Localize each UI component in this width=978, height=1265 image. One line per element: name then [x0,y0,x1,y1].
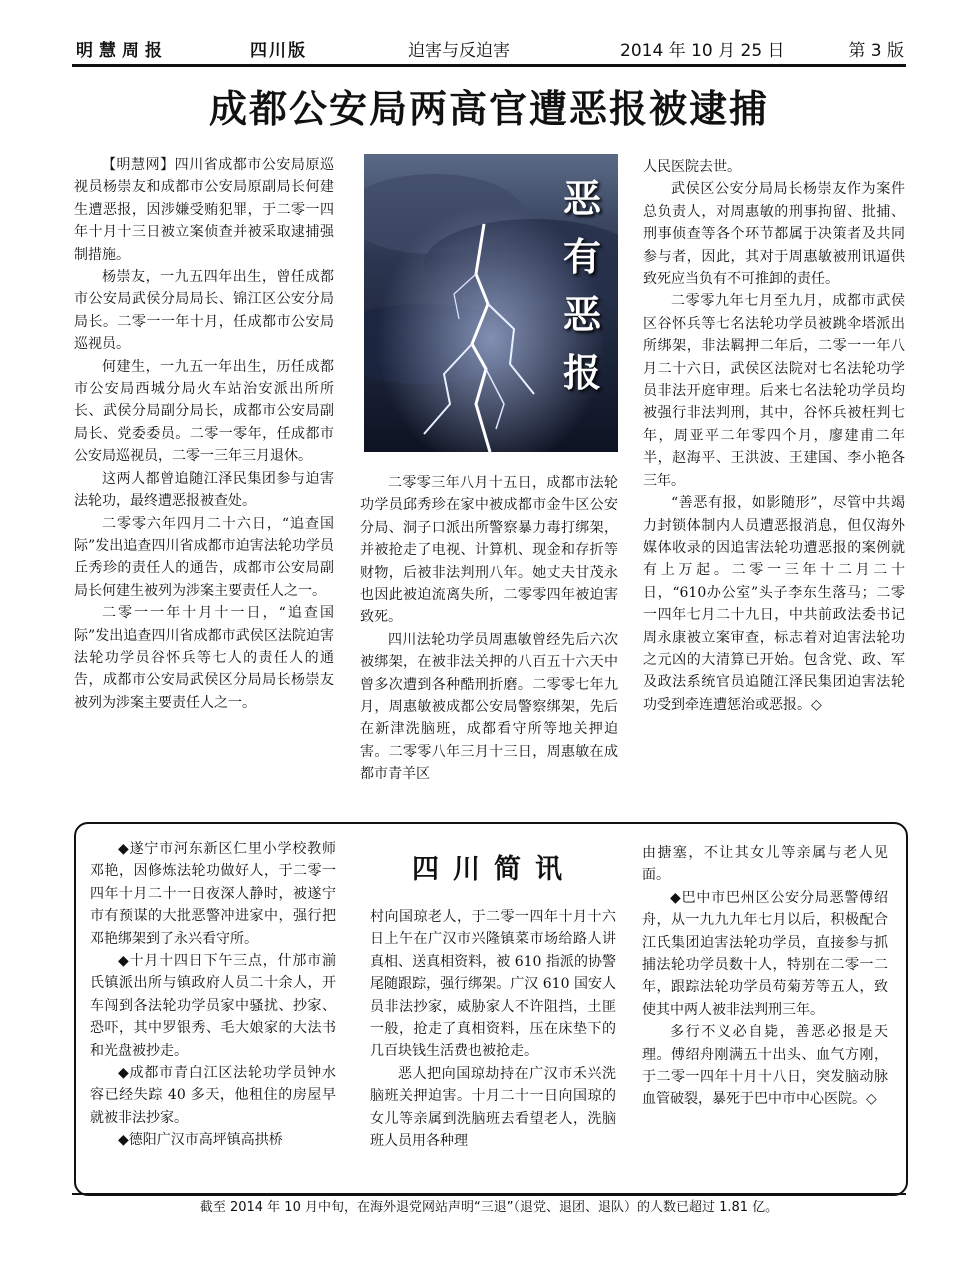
paragraph: 二零一一年十月十一日，“追查国际”发出追查四川省成都市武侯区法院迫害法轮功学员谷怀兵等七人的责任人的通告，成都市公安局武侯区分局局长杨崇友被列为涉案主要责任人之一。 [74,605,334,711]
paragraph: 何建生，一九五一年出生，历任成都市公安局西城分局火车站治安派出所所长、武侯分局副分局长，成都市公安局副局长、党委委员。二零一零年，任成都市公安局巡视员，二零一三年三月退休。 [74,358,334,465]
brief-item: ◆成都市青白江区法轮功学员钟水容已经失踪 40 多天，他租住的房屋早就被非法抄家。 [90,1065,336,1126]
paragraph: 武侯区公安分局局长杨崇友作为案件总负责人，对周惠敏的刑事拘留、批捕、刑事侦查等各个环节都属于决策者及共同参与者，因此，其对于周惠敏被刑讯逼供致死应当负有不可推卸的责任。 [643,181,905,288]
photo-char: 恶 [562,176,601,221]
brief-item: 由搪塞，不让其女儿等亲属与老人见面。 [642,845,888,884]
paragraph: 这两人都曾追随江泽民集团参与迫害法轮功，最终遭恶报被查处。 [74,470,334,510]
article-column-3 [643,156,905,716]
brief-column-3 [642,842,888,1111]
brief-column-1 [90,838,336,1152]
photo-char: 恶 [562,292,601,337]
section-label: 迫害与反迫害 [408,41,510,61]
headline: 成都公安局两高官遭恶报被逮捕 [208,86,769,131]
brief-item: ◆巴中市巴州区公安分局恶警傅绍舟，从一九九九年七月以后，积极配合江氏集团迫害法轮功学员，直接参与抓捕法轮功学员数十人，特别在二零一二年，跟踪法轮功学员苟菊芳等五人，致使其中两人被非法判刑三年。 [642,889,888,1018]
brief-item: ◆遂宁市河东新区仁里小学校教师邓艳，因修炼法轮功做好人，于二零一四年十月二十一日夜深人静时，被遂宁市有预谋的大批恶警冲进家中，强行把邓艳绑架到了永兴看守所。 [90,841,336,947]
brief-item: 多行不义必自毙，善恶必报是天理。傅绍舟刚满五十出头、血气方刚，于二零一四年十月十八日，突发脑动脉血管破裂，暴死于巴中市中心医院。◇ [642,1024,888,1108]
article-column-1 [74,154,334,714]
lightning-storm-image [364,154,618,452]
edition-label: 四川版 [250,41,307,61]
brief-column-2 [370,906,616,1152]
brief-news-title: 四川简讯 [412,854,576,885]
issue-date: 2014 年 10 月 25 日 [620,41,785,61]
paragraph: 【明慧网】四川省成都市公安局原巡视员杨崇友和成都市公安局原副局长何建生遭恶报，因涉嫌受贿犯罪，于二零一四年十月十三日被立案侦查并被采取逮捕强制措施。 [74,157,334,263]
paragraph: 人民医院去世。 [643,159,741,175]
paragraph: 二零零三年八月十五日，成都市法轮功学员邱秀珍在家中被成都市金牛区公安分局、洞子口派出所警察暴力毒打绑架，并被抢走了电视、计算机、现金和存折等财物，后被非法判刑八年。她丈夫甘茂永也因此被迫流离失所，二零零四年被迫害致死。 [360,475,618,626]
page-number: 第 3 版 [848,41,904,61]
masthead [72,40,906,64]
paragraph: 二零零九年七月至九月，成都市武侯区谷怀兵等七名法轮功学员被跳伞塔派出所绑架，非法羁押二年后，二零一一年八月二十六日，武侯区法院对七名法轮功学员非法开庭审理。后来七名法轮功学员均被强行非法判刑，其中，谷怀兵被枉判七年，周亚平二年零四个月，廖建甫二年半，赵海平、王洪波、王建国、李小艳各三年。 [643,293,905,489]
footer-notice: 截至 2014 年 10 月中旬，在海外退党网站声明“三退”（退党、退团、退队）的人数已超过 1.81 亿。 [199,1200,779,1215]
photo-char: 有 [562,234,601,279]
brief-item: ◆十月十四日下午三点，什邡市湔氏镇派出所与镇政府人员二十余人，开车闯到各法轮功学员家中骚扰、抄家、恐吓，其中罗银秀、毛大娘家的大法书和光盘被抄走。 [90,953,336,1059]
paragraph: “善恶有报，如影随形”，尽管中共竭力封锁体制内人员遭恶报消息，但仅海外媒体收录的因追害法轮功遭恶报的案例就有上万起。二零一三年十二月二十日，“610办公室”头子李东生落马；二零一四年七月二十九日，中共前政法委书记周永康被立案审查，标志着对迫害法轮功之元凶的大清算已开始。包含党、政、军及政法系统官员追随江泽民集团迫害法轮功受到牵连遭惩治或恶报。◇ [643,495,905,713]
paragraph: 二零零六年四月二十六日，“追查国际”发出追查四川省成都市迫害法轮功学员丘秀珍的责任人的通告，成都市公安局副局长何建生被列为涉案主要责任人之一。 [74,515,334,599]
photo-char: 报 [562,350,601,395]
brief-item: 村向国琼老人，于二零一四年十月十六日上午在广汉市兴隆镇菜市场给路人讲真相、送真相资料，被 610 指派的协警尾随跟踪，强行绑架。广汉 610 国安人员非法抄家，威胁家人不许阻挡，土匪一般，抢走了真相资料，压在床垫下的几百块钱生活费也被抢走。 [370,909,616,1060]
brief-item: 恶人把向国琼劫持在广汉市禾兴洗脑班关押迫害。十月二十一日向国琼的女儿等亲属到洗脑班去看望老人，洗脑班人员用各种理 [370,1065,616,1150]
footer-rule [72,1193,906,1195]
brief-item: ◆德阳广汉市高坪镇高拱桥 [118,1132,283,1149]
photo-caption [558,170,606,402]
article-column-2 [360,472,618,786]
paper-name: 明慧周报 [76,41,168,61]
paragraph: 杨崇友，一九五四年出生，曾任成都市公安局武侯分局局长、锦江区公安分局局长。二零一一年十月，任成都市公安局巡视员。 [74,269,334,353]
header-rule [72,64,906,67]
paragraph: 四川法轮功学员周惠敏曾经先后六次被绑架，在被非法关押的八百五十六天中曾多次遭到各种酷刑折磨。二零零七年九月，周惠敏被成都公安局警察绑架，先后在新津洗脑班，成都看守所等地关押迫害。二零零八年三月十三日，周惠敏在成都市青羊区 [360,631,618,783]
